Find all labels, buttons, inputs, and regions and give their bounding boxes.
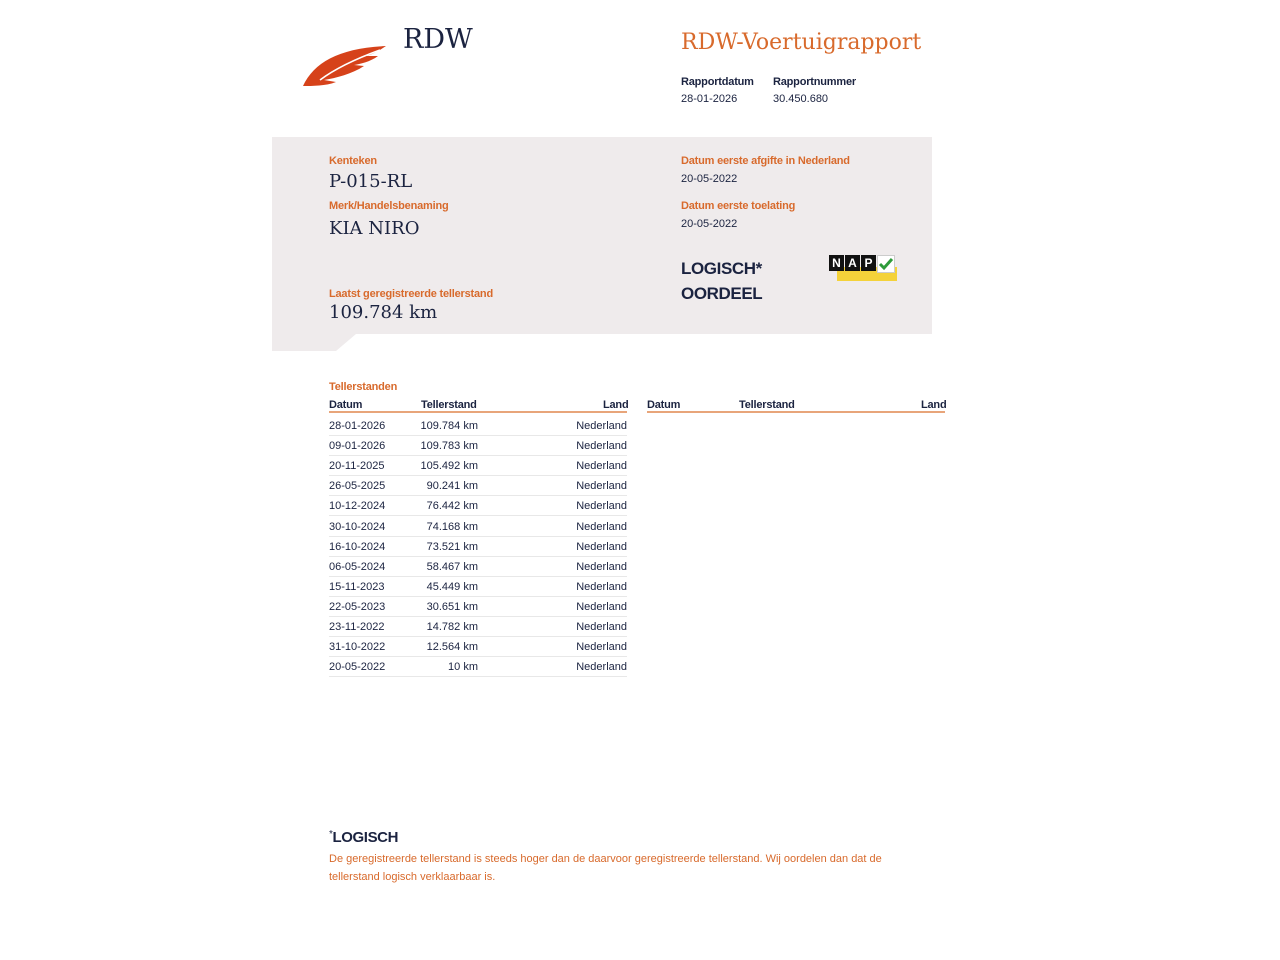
- merk-label: Merk/Handelsbenaming: [329, 200, 449, 212]
- rdw-logo-icon: [300, 40, 392, 90]
- tellerstanden-title: Tellerstanden: [329, 381, 398, 393]
- row-land: Nederland: [576, 480, 627, 493]
- row-land: Nederland: [576, 540, 627, 553]
- nap-letter-a: A: [845, 255, 860, 271]
- row-land: Nederland: [576, 520, 627, 533]
- table-row: [329, 597, 627, 617]
- row-datum: 10-12-2024: [329, 500, 386, 513]
- row-datum: 06-05-2024: [329, 560, 386, 573]
- row-datum: 20-05-2022: [329, 661, 386, 674]
- row-tellerstand: 10 km: [448, 661, 478, 674]
- table-row: [329, 637, 627, 657]
- row-datum: 30-10-2024: [329, 520, 386, 533]
- footnote-title: [329, 829, 398, 846]
- col-datum-header: Datum: [329, 399, 363, 411]
- col-land-header: Land: [603, 399, 629, 411]
- report-title: RDW-Voertuigrapport: [681, 30, 922, 55]
- row-datum: 16-10-2024: [329, 540, 386, 553]
- table-row: [329, 537, 627, 557]
- row-datum: 28-01-2026: [329, 420, 386, 432]
- row-tellerstand: 12.564 km: [426, 641, 478, 654]
- row-tellerstand: 73.521 km: [426, 540, 478, 553]
- footnote-asterisk: *: [329, 829, 333, 840]
- row-land: Nederland: [576, 661, 627, 674]
- table-row: [329, 456, 627, 476]
- row-land: Nederland: [576, 641, 627, 654]
- col-tellerstand-header-2: Tellerstand: [739, 399, 795, 411]
- row-tellerstand: 58.467 km: [426, 560, 478, 573]
- row-tellerstand: 30.651 km: [426, 600, 478, 613]
- row-tellerstand: 109.783 km: [420, 440, 478, 453]
- row-tellerstand: 90.241 km: [426, 480, 478, 493]
- table-row: [329, 577, 627, 597]
- row-land: Nederland: [576, 621, 627, 633]
- table-row: [329, 416, 627, 436]
- row-land: Nederland: [576, 600, 627, 613]
- eerste-afgifte-value: 20-05-2022: [681, 173, 738, 185]
- laatste-stand-value: 109.784 km: [329, 302, 438, 323]
- rapportnummer-label: Rapportnummer: [773, 76, 856, 88]
- nap-badge: [829, 255, 899, 283]
- oordeel-line-1: LOGISCH*: [681, 259, 762, 278]
- eerste-afgifte-label: Datum eerste afgifte in Nederland: [681, 155, 850, 167]
- col-datum-header-2: Datum: [647, 399, 681, 411]
- eerste-toelating-value: 20-05-2022: [681, 218, 738, 230]
- row-datum: 20-11-2025: [329, 460, 385, 473]
- laatste-stand-label: Laatst geregistreerde tellerstand: [329, 288, 493, 300]
- footnote-title-text: LOGISCH: [332, 829, 399, 846]
- row-tellerstand: 76.442 km: [426, 500, 478, 513]
- col-tellerstand-header: Tellerstand: [421, 399, 477, 411]
- row-tellerstand: 14.782 km: [426, 621, 478, 633]
- kenteken-value: P-015-RL: [329, 171, 413, 192]
- row-tellerstand: 105.492 km: [420, 460, 478, 473]
- row-datum: 22-05-2023: [329, 600, 386, 613]
- row-tellerstand: 74.168 km: [426, 520, 478, 533]
- table-row: [329, 557, 627, 577]
- row-datum: 15-11-2023: [329, 580, 385, 593]
- row-datum: 31-10-2022: [329, 641, 386, 654]
- table-header-rule-2: [647, 411, 945, 413]
- rapportdatum-label: Rapportdatum: [681, 76, 754, 88]
- row-datum: 09-01-2026: [329, 440, 386, 453]
- rapportdatum-value: 28-01-2026: [681, 93, 738, 105]
- footnote-text: De geregistreerde tellerstand is steeds hoger dan de daarvoor geregistreerde tellerstand. Wij oordelen dan dat de tellerstand logisch verklaarbaar is.: [329, 853, 882, 883]
- row-land: Nederland: [576, 420, 627, 432]
- table-row: [329, 436, 627, 456]
- merk-value: KIA NIRO: [329, 218, 420, 239]
- row-land: Nederland: [576, 500, 627, 513]
- row-tellerstand: 109.784 km: [420, 420, 478, 432]
- nap-letter-n: N: [829, 255, 844, 271]
- row-datum: 26-05-2025: [329, 480, 386, 493]
- col-land-header-2: Land: [921, 399, 947, 411]
- table-row: [329, 476, 627, 496]
- kenteken-label: Kenteken: [329, 155, 377, 167]
- eerste-toelating-label: Datum eerste toelating: [681, 200, 796, 212]
- table-row: [329, 517, 627, 537]
- oordeel-line-2: OORDEEL: [681, 284, 763, 303]
- table-header-rule: [329, 411, 627, 413]
- brand-name: RDW: [403, 24, 473, 55]
- rapportnummer-value: 30.450.680: [773, 93, 829, 105]
- table-row: [329, 657, 627, 677]
- row-land: Nederland: [576, 440, 627, 453]
- row-tellerstand: 45.449 km: [426, 580, 478, 593]
- row-land: Nederland: [576, 460, 627, 473]
- table-row: [329, 617, 627, 637]
- row-land: Nederland: [576, 560, 627, 573]
- row-datum: 23-11-2022: [329, 621, 385, 633]
- row-land: Nederland: [576, 580, 627, 593]
- table-row: [329, 496, 627, 516]
- nap-letter-p: P: [861, 255, 876, 271]
- nap-check-icon: [877, 255, 895, 273]
